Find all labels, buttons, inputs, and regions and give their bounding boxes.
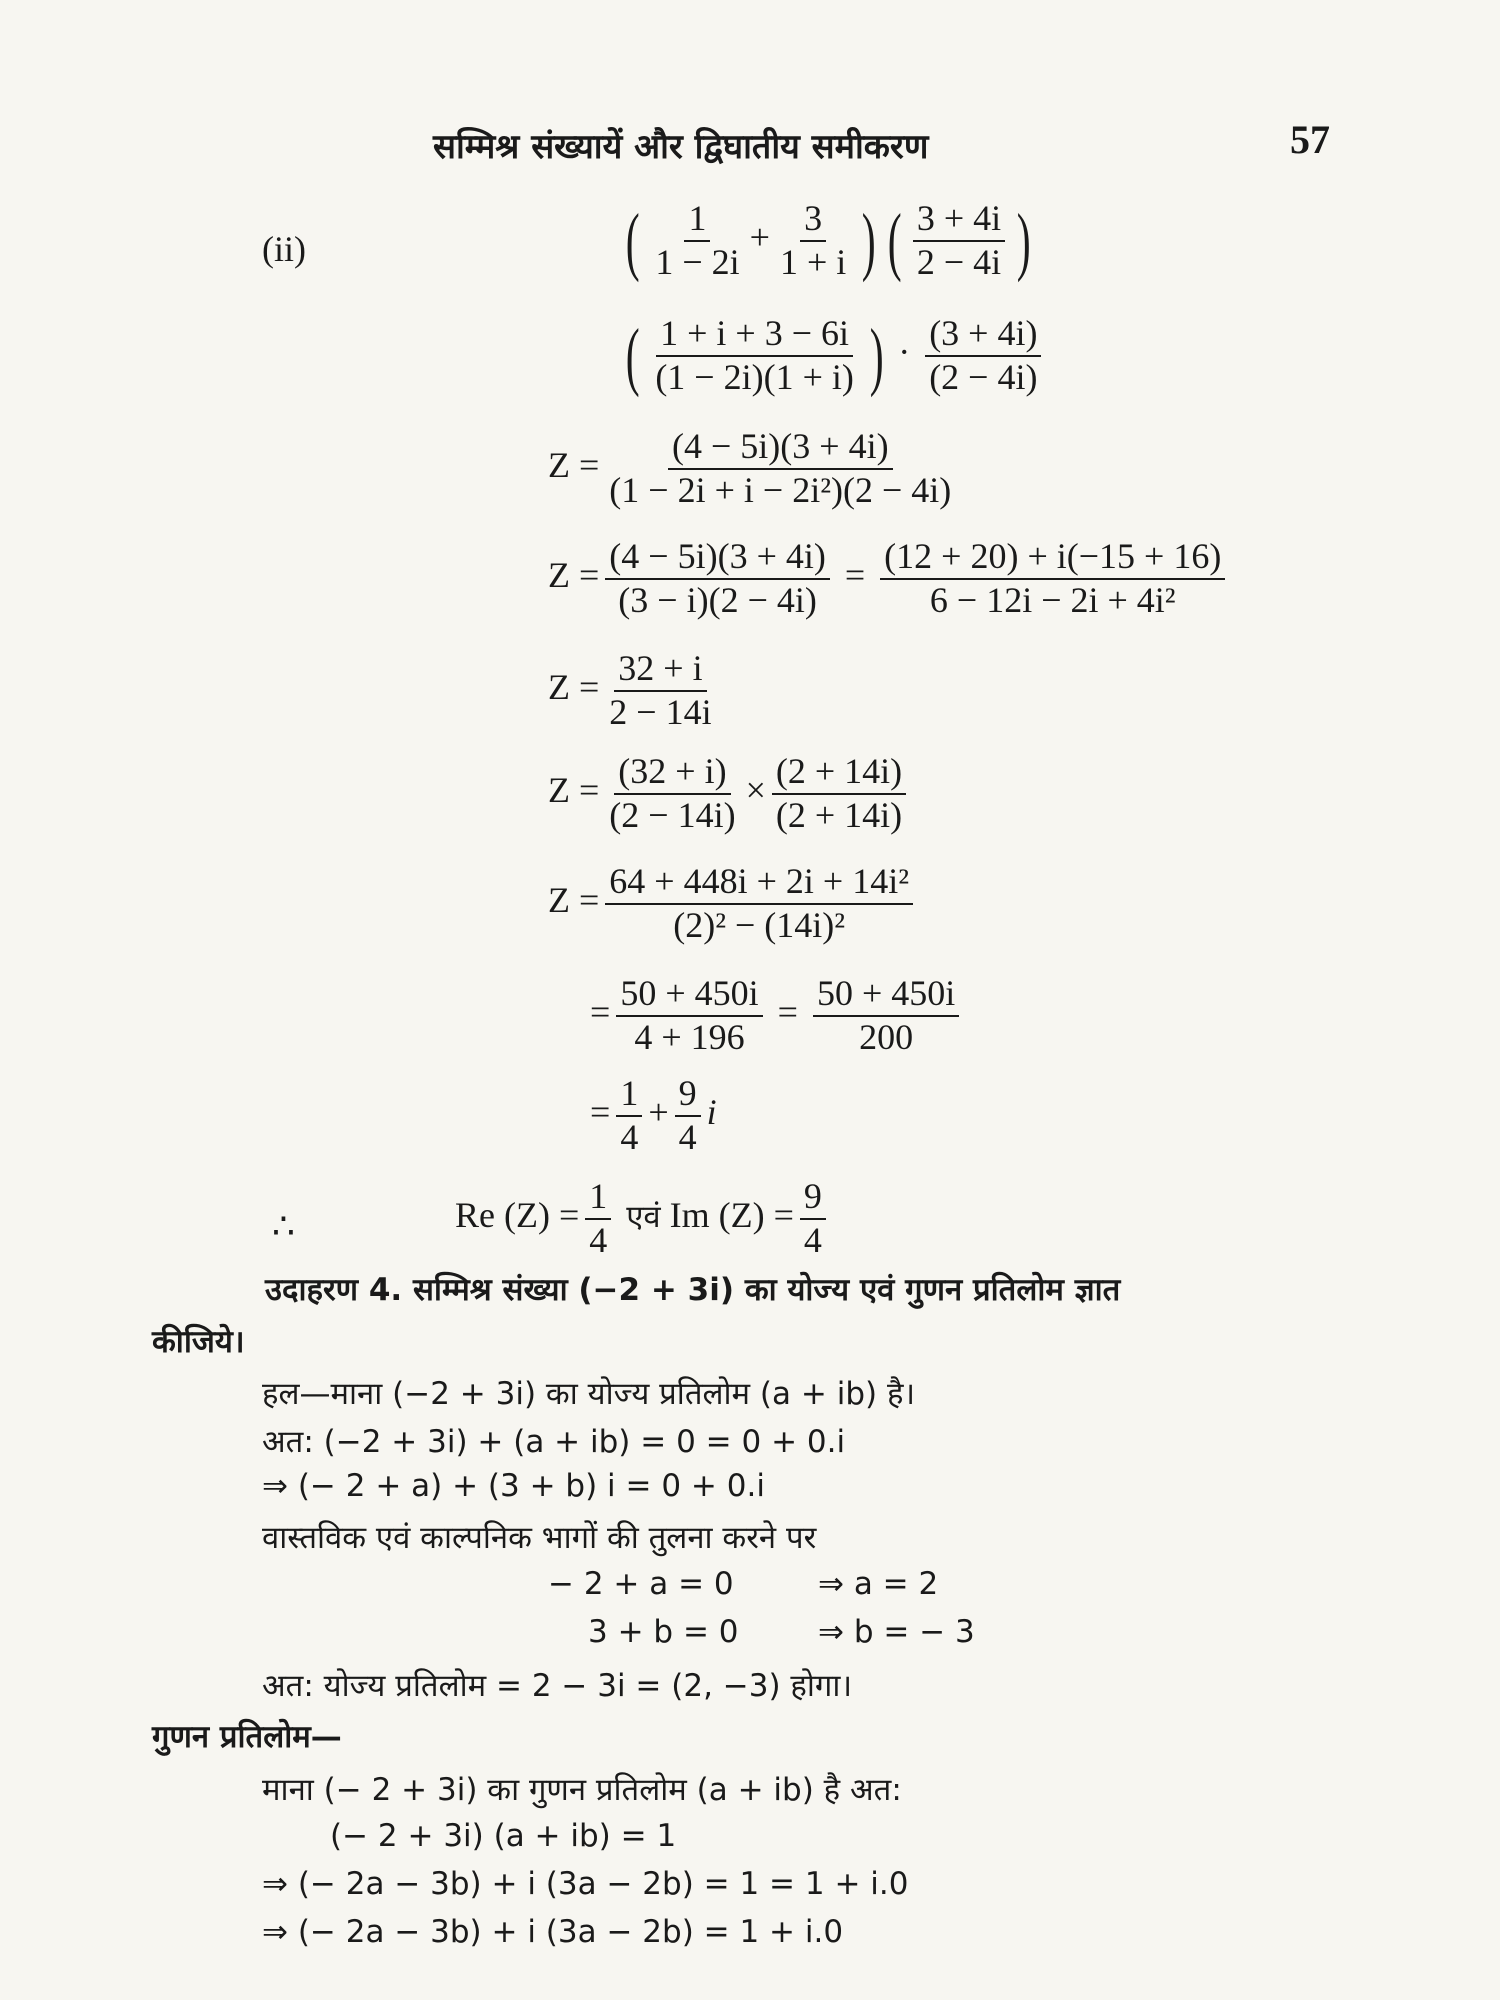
equation-left: − 2 + a = 0 [548,1566,734,1602]
step-9: = $\frac{1}{4}$ + $\frac{9}{4}$ i [590,1073,717,1157]
step-8: = $\frac{50 + 450i}{4 + 196}$ = $\frac{50 + 450i}{200}$ [590,975,965,1057]
solution-line: ⇒ (− 2a − 3b) + i (3a − 2b) = 1 + i.0 [262,1914,844,1950]
equation-right: ⇒ b = − 3 [818,1614,975,1650]
example-title-cont: कीजिये। [152,1324,245,1360]
solution-line: माना (− 2 + 3i) का गुणन प्रतिलोम (a + ib) है अत: [262,1772,902,1808]
therefore-symbol: ∴ [272,1206,295,1246]
solution-line: हल—माना (−2 + 3i) का योज्य प्रतिलोम (a + ib) है। [262,1376,916,1412]
step-2: ( $\frac{1 + i + 3 - 6i}{(1 - 2i)(1 + i)}$ ) · $\frac{(3 + 4i)}{(2 - 4i)}$ [620,315,1047,397]
part-label: (ii) [262,229,306,269]
equation-left: 3 + b = 0 [588,1614,739,1650]
solution-line: (− 2 + 3i) (a + ib) = 1 [330,1818,677,1854]
step-7: Z = $\frac{\text{64 + 448i + 2i + 14i²}}{\text{(2)² − (14i)²}}$ [548,863,919,945]
solution-line: ⇒ (− 2 + a) + (3 + b) i = 0 + 0.i [262,1468,765,1504]
step-4: Z = $\frac{(4 - 5i)(3 + 4i)}{(3 - i)(2 - 4i)}$ = $\frac{(12 + 20) + i(-15 + 16)}{\text{6 − 12i − 2i + 4i²}}$ [548,538,1231,620]
equation-right: ⇒ a = 2 [818,1566,939,1602]
solution-line: अत: (−2 + 3i) + (a + ib) = 0 = 0 + 0.i [262,1424,846,1460]
page-title: सम्मिश्र संख्यायें और द्विघातीय समीकरण [433,127,929,167]
solution-line: ⇒ (− 2a − 3b) + i (3a − 2b) = 1 = 1 + i.0 [262,1866,909,1902]
step-6: Z = $\frac{(32 + i)}{(2 - 14i)}$ × $\frac{(2 + 14i)}{(2 + 14i)}$ [548,753,912,835]
section-heading: गुणन प्रतिलोम— [152,1719,342,1755]
step-10-result: Re (Z) = $\frac{1}{4}$ एवं Im (Z) = $\frac{9}{4}$ [455,1178,832,1260]
solution-line: वास्तविक एवं काल्पनिक भागों की तुलना करने पर [262,1520,817,1556]
page-number: 57 [1290,117,1330,162]
step-5: Z = $\frac{32 + i}{2 - 14i}$ [548,648,712,732]
step-3: Z = $\frac{(4 - 5i)(3 + 4i)}{\text{(1 − 2i + i − 2i²)(2 − 4i)}}$ [548,426,952,510]
step-1: ( $\frac{1}{1 - 2i}$ + $\frac{3}{1 + i}$ ) ( $\frac{3 + 4i}{2 - 4i}$ ) [625,198,1031,283]
example-title: उदाहरण 4. सम्मिश्र संख्या (−2 + 3i) का योज्य एवं गुणन प्रतिलोम ज्ञात [265,1272,1121,1308]
solution-line: अत: योज्य प्रतिलोम = 2 − 3i = (2, −3) होगा। [262,1668,853,1704]
